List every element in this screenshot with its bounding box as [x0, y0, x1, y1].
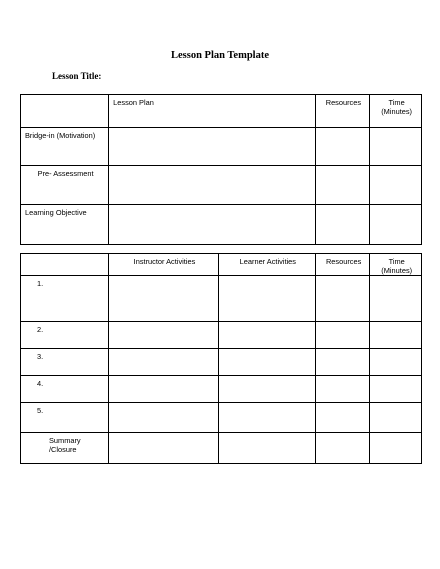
header-cell-lesson-plan[interactable]: Lesson Plan — [109, 95, 315, 128]
time-cell[interactable] — [370, 433, 422, 464]
time-cell[interactable] — [370, 322, 422, 349]
activities-table — [20, 253, 422, 464]
step-number-cell[interactable]: 2. — [21, 322, 109, 349]
header-cell-instructor-activities[interactable]: Instructor Activities — [109, 254, 219, 276]
summary-label-cell[interactable]: Summary /Closure — [21, 433, 109, 464]
table-row — [21, 166, 422, 205]
instructor-activities-cell[interactable] — [109, 376, 219, 403]
learner-activities-cell[interactable] — [218, 433, 315, 464]
table-row — [21, 403, 422, 433]
time-cell[interactable] — [370, 166, 422, 205]
header-cell-time[interactable]: Time (Minutes) — [370, 95, 422, 128]
step-number-cell[interactable]: 4. — [21, 376, 109, 403]
resources-cell[interactable] — [315, 322, 370, 349]
learner-activities-cell[interactable] — [218, 376, 315, 403]
table-header-row — [21, 254, 422, 276]
step-number-cell[interactable]: 1. — [21, 276, 109, 322]
instructor-activities-cell[interactable] — [109, 433, 219, 464]
time-cell[interactable] — [370, 376, 422, 403]
row-label-cell[interactable]: Bridge-in (Motivation) — [21, 128, 109, 166]
step-number-cell[interactable]: 3. — [21, 349, 109, 376]
step-number-cell[interactable]: 5. — [21, 403, 109, 433]
lesson-plan-cell[interactable] — [109, 128, 315, 166]
resources-cell[interactable] — [315, 166, 370, 205]
learner-activities-cell[interactable] — [218, 403, 315, 433]
table-header-row — [21, 95, 422, 128]
table-row — [21, 376, 422, 403]
header-cell-resources[interactable]: Resources — [315, 254, 370, 276]
table-row — [21, 205, 422, 245]
time-cell[interactable] — [370, 205, 422, 245]
instructor-activities-cell[interactable] — [109, 276, 219, 322]
resources-cell[interactable] — [315, 376, 370, 403]
resources-cell[interactable] — [315, 349, 370, 376]
header-cell[interactable] — [21, 95, 109, 128]
resources-cell[interactable] — [315, 433, 370, 464]
row-label-cell[interactable]: Pre- Assessment — [21, 166, 109, 205]
header-cell-learner-activities[interactable]: Learner Activities — [218, 254, 315, 276]
time-cell[interactable] — [370, 128, 422, 166]
table-row — [21, 349, 422, 376]
instructor-activities-cell[interactable] — [109, 403, 219, 433]
lesson-title-label: Lesson Title: — [52, 71, 102, 81]
time-cell[interactable] — [370, 403, 422, 433]
header-cell-time[interactable]: Time (Minutes) — [370, 254, 422, 276]
time-cell[interactable] — [370, 276, 422, 322]
learner-activities-cell[interactable] — [218, 322, 315, 349]
table-row — [21, 322, 422, 349]
lesson-plan-cell[interactable] — [109, 205, 315, 245]
learner-activities-cell[interactable] — [218, 349, 315, 376]
table-row — [21, 433, 422, 464]
table-row — [21, 128, 422, 166]
lesson-plan-cell[interactable] — [109, 166, 315, 205]
lesson-plan-table — [20, 94, 422, 245]
table-row — [21, 276, 422, 322]
resources-cell[interactable] — [315, 205, 370, 245]
instructor-activities-cell[interactable] — [109, 349, 219, 376]
resources-cell[interactable] — [315, 403, 370, 433]
resources-cell[interactable] — [315, 128, 370, 166]
header-cell-resources[interactable]: Resources — [315, 95, 370, 128]
instructor-activities-cell[interactable] — [109, 322, 219, 349]
time-cell[interactable] — [370, 349, 422, 376]
page-title: Lesson Plan Template — [170, 50, 270, 61]
learner-activities-cell[interactable] — [218, 276, 315, 322]
header-cell[interactable] — [21, 254, 109, 276]
resources-cell[interactable] — [315, 276, 370, 322]
row-label-cell[interactable]: Learning Objective — [21, 205, 109, 245]
